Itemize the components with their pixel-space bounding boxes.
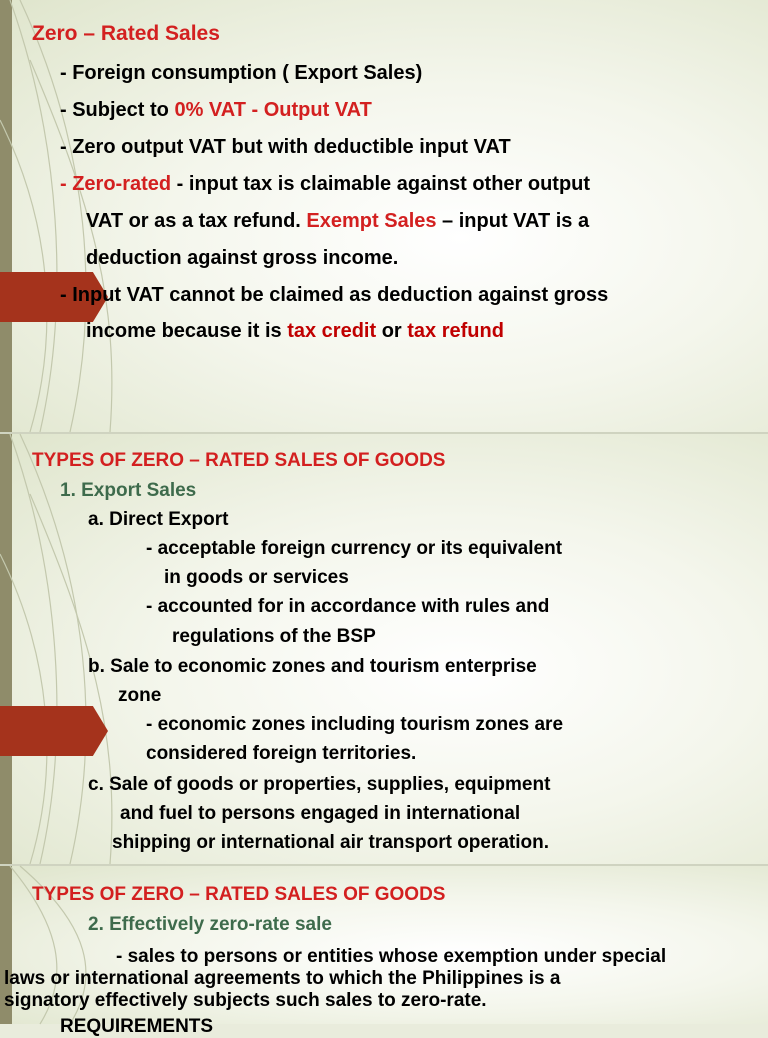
paragraph-line: - sales to persons or entities whose exemption under special	[116, 946, 667, 967]
item-export-sales: 1. Export Sales	[60, 480, 197, 501]
bullet-text: – input VAT is a	[436, 210, 590, 232]
slide-types-export-sales	[0, 434, 768, 864]
bullet-zero-rated-line3: deduction against gross income.	[86, 247, 399, 269]
slide-effectively-zero-rated	[0, 866, 768, 1037]
bullet-foreign-consumption: - Foreign consumption ( Export Sales)	[60, 62, 423, 84]
tax-credit-term: tax credit	[287, 320, 377, 342]
paragraph-line: laws or international agreements to which the Philippines is a	[4, 968, 561, 989]
decorative-arrow	[0, 706, 108, 756]
detail-line: and fuel to persons engaged in international	[120, 803, 521, 824]
subitem-international-transport: c. Sale of goods or properties, supplies, equipment	[88, 774, 551, 795]
slide-title: Zero – Rated Sales	[32, 22, 220, 45]
bullet-text: income because it is	[86, 320, 288, 342]
detail-line: - accounted for in accordance with rules and	[146, 596, 550, 617]
bullet-text: or	[376, 320, 408, 342]
output-vat: Output VAT	[263, 99, 372, 121]
vat-rate: 0% VAT	[174, 99, 246, 121]
dash: -	[60, 173, 73, 195]
tax-refund-term: tax refund	[407, 320, 504, 342]
detail-line: in goods or services	[164, 567, 349, 588]
section-heading: TYPES OF ZERO – RATED SALES OF GOODS	[32, 450, 446, 471]
bullet-input-vat-line2	[86, 320, 504, 343]
bullet-text: - Subject to	[60, 99, 175, 121]
section-heading: TYPES OF ZERO – RATED SALES OF GOODS	[32, 884, 446, 905]
detail-line: regulations of the BSP	[172, 626, 376, 647]
slide-zero-rated-sales	[0, 0, 768, 432]
exempt-sales-term: Exempt Sales	[306, 210, 437, 232]
bullet-input-vat: - Input VAT cannot be claimed as deduction against gross	[60, 284, 609, 306]
requirements-heading: REQUIREMENTS	[60, 1016, 214, 1037]
bullet-text: VAT or as a tax refund.	[86, 210, 307, 232]
bullet-zero-rated	[60, 173, 590, 196]
bullet-text: - input tax is claimable against other output	[171, 173, 591, 195]
detail-line: zone	[118, 685, 162, 706]
detail-line: shipping or international air transport operation.	[112, 832, 550, 853]
item-effectively-zero-rate: 2. Effectively zero-rate sale	[88, 914, 332, 935]
zero-rated-term: Zero-rated	[72, 173, 172, 195]
paragraph-line: signatory effectively subjects such sales to zero-rate.	[4, 990, 487, 1011]
separator: -	[245, 99, 264, 121]
bullet-subject-vat	[60, 99, 372, 122]
bullet-zero-output: - Zero output VAT but with deductible input VAT	[60, 136, 511, 158]
bullet-zero-rated-line2	[86, 210, 589, 233]
detail-line: considered foreign territories.	[146, 743, 417, 764]
detail-line: - acceptable foreign currency or its equivalent	[146, 538, 563, 559]
subitem-economic-zones: b. Sale to economic zones and tourism enterprise	[88, 656, 537, 677]
detail-line: - economic zones including tourism zones are	[146, 714, 564, 735]
subitem-direct-export: a. Direct Export	[88, 509, 229, 530]
